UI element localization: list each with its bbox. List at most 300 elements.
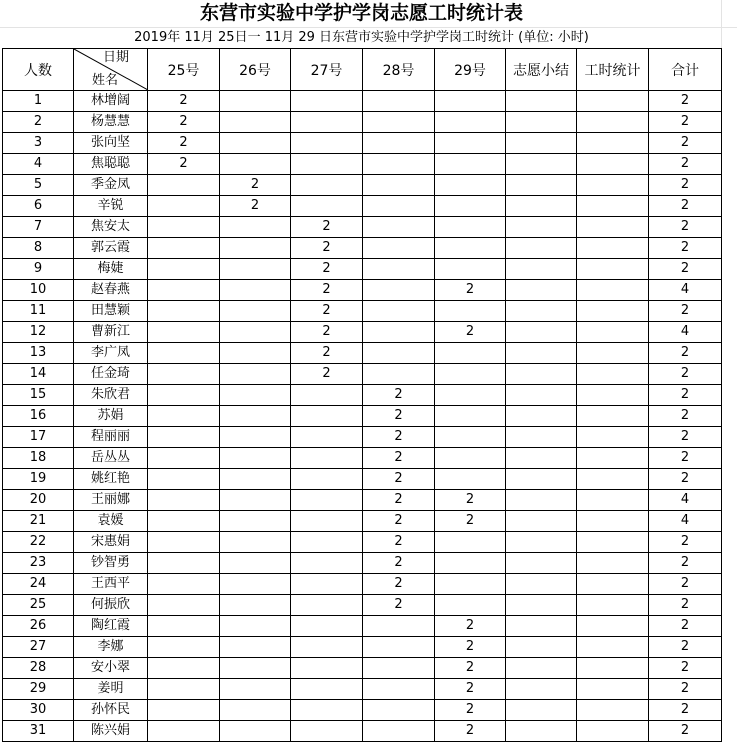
summary-cell[interactable] bbox=[506, 406, 577, 427]
row-index-cell[interactable]: 21 bbox=[3, 511, 74, 532]
day-hours-cell[interactable] bbox=[148, 511, 220, 532]
row-index-cell[interactable]: 24 bbox=[3, 574, 74, 595]
day-hours-cell[interactable] bbox=[435, 217, 506, 238]
day-hours-cell[interactable] bbox=[291, 574, 363, 595]
summary-cell[interactable] bbox=[506, 700, 577, 721]
summary-cell[interactable] bbox=[506, 343, 577, 364]
day-hours-cell[interactable] bbox=[363, 196, 435, 217]
day-hours-cell[interactable]: 2 bbox=[291, 343, 363, 364]
day-hours-cell[interactable] bbox=[291, 490, 363, 511]
day-hours-cell[interactable] bbox=[435, 553, 506, 574]
day-hours-cell[interactable] bbox=[291, 448, 363, 469]
stats-cell[interactable] bbox=[577, 133, 649, 154]
day-hours-cell[interactable]: 2 bbox=[291, 280, 363, 301]
day-hours-cell[interactable] bbox=[435, 238, 506, 259]
stats-cell[interactable] bbox=[577, 112, 649, 133]
row-index-cell[interactable]: 16 bbox=[3, 406, 74, 427]
day-hours-cell[interactable] bbox=[220, 448, 291, 469]
header-day-28[interactable]: 28号 bbox=[363, 49, 435, 91]
name-cell[interactable]: 陈兴娟 bbox=[74, 721, 148, 742]
day-hours-cell[interactable] bbox=[220, 616, 291, 637]
day-hours-cell[interactable] bbox=[435, 595, 506, 616]
day-hours-cell[interactable]: 2 bbox=[148, 154, 220, 175]
total-cell[interactable]: 2 bbox=[649, 595, 722, 616]
stats-cell[interactable] bbox=[577, 469, 649, 490]
day-hours-cell[interactable] bbox=[148, 574, 220, 595]
row-index-cell[interactable]: 17 bbox=[3, 427, 74, 448]
day-hours-cell[interactable]: 2 bbox=[363, 490, 435, 511]
row-index-cell[interactable]: 30 bbox=[3, 700, 74, 721]
day-hours-cell[interactable] bbox=[291, 658, 363, 679]
day-hours-cell[interactable] bbox=[148, 217, 220, 238]
total-cell[interactable]: 2 bbox=[649, 679, 722, 700]
day-hours-cell[interactable] bbox=[220, 217, 291, 238]
row-index-cell[interactable]: 18 bbox=[3, 448, 74, 469]
day-hours-cell[interactable] bbox=[363, 154, 435, 175]
header-day-29[interactable]: 29号 bbox=[435, 49, 506, 91]
day-hours-cell[interactable]: 2 bbox=[435, 721, 506, 742]
total-cell[interactable]: 2 bbox=[649, 301, 722, 322]
day-hours-cell[interactable] bbox=[363, 322, 435, 343]
header-stats[interactable]: 工时统计 bbox=[577, 49, 649, 91]
row-index-cell[interactable]: 2 bbox=[3, 112, 74, 133]
total-cell[interactable]: 2 bbox=[649, 553, 722, 574]
day-hours-cell[interactable] bbox=[220, 721, 291, 742]
day-hours-cell[interactable] bbox=[363, 616, 435, 637]
stats-cell[interactable] bbox=[577, 154, 649, 175]
summary-cell[interactable] bbox=[506, 133, 577, 154]
day-hours-cell[interactable]: 2 bbox=[435, 658, 506, 679]
name-cell[interactable]: 杨慧慧 bbox=[74, 112, 148, 133]
row-index-cell[interactable]: 23 bbox=[3, 553, 74, 574]
day-hours-cell[interactable] bbox=[220, 343, 291, 364]
total-cell[interactable]: 2 bbox=[649, 700, 722, 721]
row-index-cell[interactable]: 15 bbox=[3, 385, 74, 406]
day-hours-cell[interactable] bbox=[220, 574, 291, 595]
stats-cell[interactable] bbox=[577, 679, 649, 700]
day-hours-cell[interactable] bbox=[220, 301, 291, 322]
summary-cell[interactable] bbox=[506, 175, 577, 196]
row-index-cell[interactable]: 10 bbox=[3, 280, 74, 301]
total-cell[interactable]: 4 bbox=[649, 490, 722, 511]
stats-cell[interactable] bbox=[577, 490, 649, 511]
stats-cell[interactable] bbox=[577, 238, 649, 259]
stats-cell[interactable] bbox=[577, 511, 649, 532]
summary-cell[interactable] bbox=[506, 238, 577, 259]
row-index-cell[interactable]: 22 bbox=[3, 532, 74, 553]
day-hours-cell[interactable] bbox=[148, 364, 220, 385]
day-hours-cell[interactable] bbox=[291, 91, 363, 112]
day-hours-cell[interactable] bbox=[435, 532, 506, 553]
day-hours-cell[interactable] bbox=[291, 595, 363, 616]
summary-cell[interactable] bbox=[506, 112, 577, 133]
day-hours-cell[interactable]: 2 bbox=[363, 553, 435, 574]
name-cell[interactable]: 郭云霞 bbox=[74, 238, 148, 259]
day-hours-cell[interactable] bbox=[435, 259, 506, 280]
summary-cell[interactable] bbox=[506, 595, 577, 616]
day-hours-cell[interactable] bbox=[435, 406, 506, 427]
day-hours-cell[interactable] bbox=[148, 301, 220, 322]
day-hours-cell[interactable]: 2 bbox=[148, 91, 220, 112]
stats-cell[interactable] bbox=[577, 595, 649, 616]
name-cell[interactable]: 张向坚 bbox=[74, 133, 148, 154]
stats-cell[interactable] bbox=[577, 658, 649, 679]
name-cell[interactable]: 陶红霞 bbox=[74, 616, 148, 637]
day-hours-cell[interactable] bbox=[220, 469, 291, 490]
day-hours-cell[interactable] bbox=[220, 259, 291, 280]
day-hours-cell[interactable] bbox=[220, 364, 291, 385]
day-hours-cell[interactable] bbox=[435, 175, 506, 196]
row-index-cell[interactable]: 7 bbox=[3, 217, 74, 238]
day-hours-cell[interactable]: 2 bbox=[148, 112, 220, 133]
row-index-cell[interactable]: 27 bbox=[3, 637, 74, 658]
header-day-26[interactable]: 26号 bbox=[220, 49, 291, 91]
stats-cell[interactable] bbox=[577, 385, 649, 406]
total-cell[interactable]: 2 bbox=[649, 259, 722, 280]
stats-cell[interactable] bbox=[577, 196, 649, 217]
name-cell[interactable]: 姜明 bbox=[74, 679, 148, 700]
day-hours-cell[interactable] bbox=[435, 469, 506, 490]
day-hours-cell[interactable] bbox=[363, 700, 435, 721]
day-hours-cell[interactable]: 2 bbox=[363, 427, 435, 448]
day-hours-cell[interactable] bbox=[220, 553, 291, 574]
row-index-cell[interactable]: 13 bbox=[3, 343, 74, 364]
total-cell[interactable]: 2 bbox=[649, 112, 722, 133]
day-hours-cell[interactable] bbox=[148, 280, 220, 301]
day-hours-cell[interactable] bbox=[220, 154, 291, 175]
row-index-cell[interactable]: 31 bbox=[3, 721, 74, 742]
day-hours-cell[interactable] bbox=[435, 133, 506, 154]
total-cell[interactable]: 2 bbox=[649, 427, 722, 448]
total-cell[interactable]: 2 bbox=[649, 238, 722, 259]
name-cell[interactable]: 任金琦 bbox=[74, 364, 148, 385]
name-cell[interactable]: 王西平 bbox=[74, 574, 148, 595]
day-hours-cell[interactable]: 2 bbox=[363, 448, 435, 469]
name-cell[interactable]: 梅婕 bbox=[74, 259, 148, 280]
day-hours-cell[interactable] bbox=[291, 637, 363, 658]
name-cell[interactable]: 田慧颖 bbox=[74, 301, 148, 322]
day-hours-cell[interactable] bbox=[363, 259, 435, 280]
name-cell[interactable]: 姚红艳 bbox=[74, 469, 148, 490]
total-cell[interactable]: 2 bbox=[649, 385, 722, 406]
day-hours-cell[interactable]: 2 bbox=[363, 532, 435, 553]
day-hours-cell[interactable] bbox=[220, 658, 291, 679]
summary-cell[interactable] bbox=[506, 658, 577, 679]
day-hours-cell[interactable] bbox=[148, 721, 220, 742]
day-hours-cell[interactable]: 2 bbox=[291, 217, 363, 238]
day-hours-cell[interactable] bbox=[220, 490, 291, 511]
day-hours-cell[interactable] bbox=[220, 91, 291, 112]
stats-cell[interactable] bbox=[577, 301, 649, 322]
row-index-cell[interactable]: 19 bbox=[3, 469, 74, 490]
day-hours-cell[interactable] bbox=[148, 343, 220, 364]
row-index-cell[interactable]: 11 bbox=[3, 301, 74, 322]
day-hours-cell[interactable] bbox=[220, 238, 291, 259]
day-hours-cell[interactable] bbox=[220, 679, 291, 700]
day-hours-cell[interactable]: 2 bbox=[435, 616, 506, 637]
day-hours-cell[interactable]: 2 bbox=[291, 259, 363, 280]
summary-cell[interactable] bbox=[506, 721, 577, 742]
day-hours-cell[interactable]: 2 bbox=[220, 175, 291, 196]
name-cell[interactable]: 岳丛丛 bbox=[74, 448, 148, 469]
summary-cell[interactable] bbox=[506, 91, 577, 112]
day-hours-cell[interactable] bbox=[220, 511, 291, 532]
day-hours-cell[interactable] bbox=[435, 301, 506, 322]
day-hours-cell[interactable] bbox=[291, 721, 363, 742]
day-hours-cell[interactable] bbox=[291, 154, 363, 175]
row-index-cell[interactable]: 28 bbox=[3, 658, 74, 679]
day-hours-cell[interactable] bbox=[148, 196, 220, 217]
stats-cell[interactable] bbox=[577, 616, 649, 637]
day-hours-cell[interactable]: 2 bbox=[148, 133, 220, 154]
stats-cell[interactable] bbox=[577, 91, 649, 112]
summary-cell[interactable] bbox=[506, 217, 577, 238]
day-hours-cell[interactable]: 2 bbox=[435, 700, 506, 721]
name-cell[interactable]: 钞智勇 bbox=[74, 553, 148, 574]
day-hours-cell[interactable] bbox=[220, 112, 291, 133]
row-index-cell[interactable]: 26 bbox=[3, 616, 74, 637]
summary-cell[interactable] bbox=[506, 679, 577, 700]
total-cell[interactable]: 4 bbox=[649, 322, 722, 343]
name-cell[interactable]: 程丽丽 bbox=[74, 427, 148, 448]
day-hours-cell[interactable] bbox=[148, 427, 220, 448]
stats-cell[interactable] bbox=[577, 364, 649, 385]
day-hours-cell[interactable]: 2 bbox=[220, 196, 291, 217]
total-cell[interactable]: 2 bbox=[649, 448, 722, 469]
summary-cell[interactable] bbox=[506, 427, 577, 448]
day-hours-cell[interactable] bbox=[148, 658, 220, 679]
summary-cell[interactable] bbox=[506, 574, 577, 595]
total-cell[interactable]: 2 bbox=[649, 658, 722, 679]
day-hours-cell[interactable] bbox=[435, 448, 506, 469]
day-hours-cell[interactable] bbox=[363, 175, 435, 196]
summary-cell[interactable] bbox=[506, 469, 577, 490]
day-hours-cell[interactable] bbox=[435, 196, 506, 217]
day-hours-cell[interactable]: 2 bbox=[363, 469, 435, 490]
stats-cell[interactable] bbox=[577, 406, 649, 427]
stats-cell[interactable] bbox=[577, 553, 649, 574]
day-hours-cell[interactable] bbox=[148, 637, 220, 658]
row-index-cell[interactable]: 4 bbox=[3, 154, 74, 175]
day-hours-cell[interactable] bbox=[291, 196, 363, 217]
total-cell[interactable]: 2 bbox=[649, 532, 722, 553]
name-cell[interactable]: 安小翠 bbox=[74, 658, 148, 679]
day-hours-cell[interactable] bbox=[363, 637, 435, 658]
day-hours-cell[interactable]: 2 bbox=[363, 385, 435, 406]
day-hours-cell[interactable] bbox=[435, 574, 506, 595]
day-hours-cell[interactable] bbox=[220, 637, 291, 658]
total-cell[interactable]: 2 bbox=[649, 616, 722, 637]
name-cell[interactable]: 李娜 bbox=[74, 637, 148, 658]
day-hours-cell[interactable] bbox=[291, 406, 363, 427]
total-cell[interactable]: 2 bbox=[649, 196, 722, 217]
day-hours-cell[interactable]: 2 bbox=[363, 595, 435, 616]
summary-cell[interactable] bbox=[506, 196, 577, 217]
day-hours-cell[interactable] bbox=[291, 532, 363, 553]
day-hours-cell[interactable] bbox=[435, 154, 506, 175]
stats-cell[interactable] bbox=[577, 700, 649, 721]
total-cell[interactable]: 4 bbox=[649, 511, 722, 532]
row-index-cell[interactable]: 25 bbox=[3, 595, 74, 616]
day-hours-cell[interactable] bbox=[363, 301, 435, 322]
day-hours-cell[interactable] bbox=[363, 238, 435, 259]
row-index-cell[interactable]: 9 bbox=[3, 259, 74, 280]
name-cell[interactable]: 赵春燕 bbox=[74, 280, 148, 301]
day-hours-cell[interactable]: 2 bbox=[435, 322, 506, 343]
day-hours-cell[interactable] bbox=[291, 175, 363, 196]
day-hours-cell[interactable] bbox=[148, 700, 220, 721]
row-index-cell[interactable]: 12 bbox=[3, 322, 74, 343]
day-hours-cell[interactable] bbox=[148, 322, 220, 343]
day-hours-cell[interactable] bbox=[363, 217, 435, 238]
summary-cell[interactable] bbox=[506, 280, 577, 301]
total-cell[interactable]: 2 bbox=[649, 91, 722, 112]
day-hours-cell[interactable]: 2 bbox=[435, 637, 506, 658]
day-hours-cell[interactable]: 2 bbox=[291, 301, 363, 322]
header-day-25[interactable]: 25号 bbox=[148, 49, 220, 91]
day-hours-cell[interactable] bbox=[220, 532, 291, 553]
total-cell[interactable]: 2 bbox=[649, 343, 722, 364]
day-hours-cell[interactable] bbox=[291, 469, 363, 490]
total-cell[interactable]: 2 bbox=[649, 406, 722, 427]
row-index-cell[interactable]: 3 bbox=[3, 133, 74, 154]
stats-cell[interactable] bbox=[577, 427, 649, 448]
day-hours-cell[interactable]: 2 bbox=[363, 511, 435, 532]
row-index-cell[interactable]: 20 bbox=[3, 490, 74, 511]
name-cell[interactable]: 何振欣 bbox=[74, 595, 148, 616]
total-cell[interactable]: 4 bbox=[649, 280, 722, 301]
day-hours-cell[interactable] bbox=[291, 133, 363, 154]
day-hours-cell[interactable] bbox=[363, 658, 435, 679]
day-hours-cell[interactable] bbox=[291, 112, 363, 133]
day-hours-cell[interactable] bbox=[148, 490, 220, 511]
day-hours-cell[interactable] bbox=[220, 280, 291, 301]
name-cell[interactable]: 李广凤 bbox=[74, 343, 148, 364]
name-cell[interactable]: 焦聪聪 bbox=[74, 154, 148, 175]
summary-cell[interactable] bbox=[506, 616, 577, 637]
day-hours-cell[interactable]: 2 bbox=[435, 679, 506, 700]
header-index[interactable]: 人数 bbox=[3, 49, 74, 91]
day-hours-cell[interactable] bbox=[220, 700, 291, 721]
name-cell[interactable]: 苏娟 bbox=[74, 406, 148, 427]
stats-cell[interactable] bbox=[577, 343, 649, 364]
day-hours-cell[interactable] bbox=[291, 385, 363, 406]
name-cell[interactable]: 孙怀民 bbox=[74, 700, 148, 721]
day-hours-cell[interactable] bbox=[435, 91, 506, 112]
name-cell[interactable]: 袁媛 bbox=[74, 511, 148, 532]
stats-cell[interactable] bbox=[577, 637, 649, 658]
row-index-cell[interactable]: 14 bbox=[3, 364, 74, 385]
stats-cell[interactable] bbox=[577, 532, 649, 553]
name-cell[interactable]: 林增阔 bbox=[74, 91, 148, 112]
summary-cell[interactable] bbox=[506, 448, 577, 469]
stats-cell[interactable] bbox=[577, 574, 649, 595]
day-hours-cell[interactable] bbox=[291, 700, 363, 721]
day-hours-cell[interactable] bbox=[148, 175, 220, 196]
day-hours-cell[interactable]: 2 bbox=[291, 322, 363, 343]
total-cell[interactable]: 2 bbox=[649, 217, 722, 238]
day-hours-cell[interactable] bbox=[220, 322, 291, 343]
day-hours-cell[interactable] bbox=[220, 133, 291, 154]
header-corner-cell[interactable] bbox=[74, 49, 148, 91]
day-hours-cell[interactable] bbox=[220, 595, 291, 616]
name-cell[interactable]: 朱欣君 bbox=[74, 385, 148, 406]
day-hours-cell[interactable] bbox=[148, 448, 220, 469]
day-hours-cell[interactable] bbox=[363, 280, 435, 301]
summary-cell[interactable] bbox=[506, 637, 577, 658]
day-hours-cell[interactable] bbox=[363, 112, 435, 133]
summary-cell[interactable] bbox=[506, 154, 577, 175]
day-hours-cell[interactable] bbox=[148, 616, 220, 637]
name-cell[interactable]: 宋惠娟 bbox=[74, 532, 148, 553]
day-hours-cell[interactable]: 2 bbox=[363, 574, 435, 595]
day-hours-cell[interactable] bbox=[148, 238, 220, 259]
stats-cell[interactable] bbox=[577, 322, 649, 343]
day-hours-cell[interactable] bbox=[220, 427, 291, 448]
stats-cell[interactable] bbox=[577, 721, 649, 742]
row-index-cell[interactable]: 5 bbox=[3, 175, 74, 196]
total-cell[interactable]: 2 bbox=[649, 574, 722, 595]
day-hours-cell[interactable] bbox=[291, 679, 363, 700]
header-day-27[interactable]: 27号 bbox=[291, 49, 363, 91]
row-index-cell[interactable]: 29 bbox=[3, 679, 74, 700]
day-hours-cell[interactable] bbox=[148, 406, 220, 427]
total-cell[interactable]: 2 bbox=[649, 637, 722, 658]
summary-cell[interactable] bbox=[506, 490, 577, 511]
summary-cell[interactable] bbox=[506, 364, 577, 385]
day-hours-cell[interactable] bbox=[435, 343, 506, 364]
day-hours-cell[interactable]: 2 bbox=[435, 490, 506, 511]
day-hours-cell[interactable] bbox=[435, 364, 506, 385]
row-index-cell[interactable]: 6 bbox=[3, 196, 74, 217]
day-hours-cell[interactable] bbox=[435, 385, 506, 406]
day-hours-cell[interactable] bbox=[291, 616, 363, 637]
day-hours-cell[interactable] bbox=[435, 112, 506, 133]
day-hours-cell[interactable] bbox=[291, 511, 363, 532]
day-hours-cell[interactable] bbox=[148, 595, 220, 616]
day-hours-cell[interactable] bbox=[220, 385, 291, 406]
summary-cell[interactable] bbox=[506, 301, 577, 322]
summary-cell[interactable] bbox=[506, 532, 577, 553]
day-hours-cell[interactable] bbox=[148, 259, 220, 280]
row-index-cell[interactable]: 8 bbox=[3, 238, 74, 259]
name-cell[interactable]: 季金凤 bbox=[74, 175, 148, 196]
summary-cell[interactable] bbox=[506, 259, 577, 280]
total-cell[interactable]: 2 bbox=[649, 721, 722, 742]
total-cell[interactable]: 2 bbox=[649, 154, 722, 175]
stats-cell[interactable] bbox=[577, 175, 649, 196]
day-hours-cell[interactable] bbox=[363, 679, 435, 700]
stats-cell[interactable] bbox=[577, 259, 649, 280]
stats-cell[interactable] bbox=[577, 280, 649, 301]
day-hours-cell[interactable] bbox=[363, 343, 435, 364]
name-cell[interactable]: 曹新江 bbox=[74, 322, 148, 343]
day-hours-cell[interactable] bbox=[363, 364, 435, 385]
total-cell[interactable]: 2 bbox=[649, 469, 722, 490]
day-hours-cell[interactable]: 2 bbox=[435, 280, 506, 301]
day-hours-cell[interactable] bbox=[291, 427, 363, 448]
day-hours-cell[interactable] bbox=[363, 721, 435, 742]
day-hours-cell[interactable] bbox=[148, 532, 220, 553]
header-total[interactable]: 合计 bbox=[649, 49, 722, 91]
summary-cell[interactable] bbox=[506, 553, 577, 574]
summary-cell[interactable] bbox=[506, 385, 577, 406]
stats-cell[interactable] bbox=[577, 217, 649, 238]
name-cell[interactable]: 辛锐 bbox=[74, 196, 148, 217]
row-index-cell[interactable]: 1 bbox=[3, 91, 74, 112]
summary-cell[interactable] bbox=[506, 511, 577, 532]
day-hours-cell[interactable]: 2 bbox=[291, 238, 363, 259]
